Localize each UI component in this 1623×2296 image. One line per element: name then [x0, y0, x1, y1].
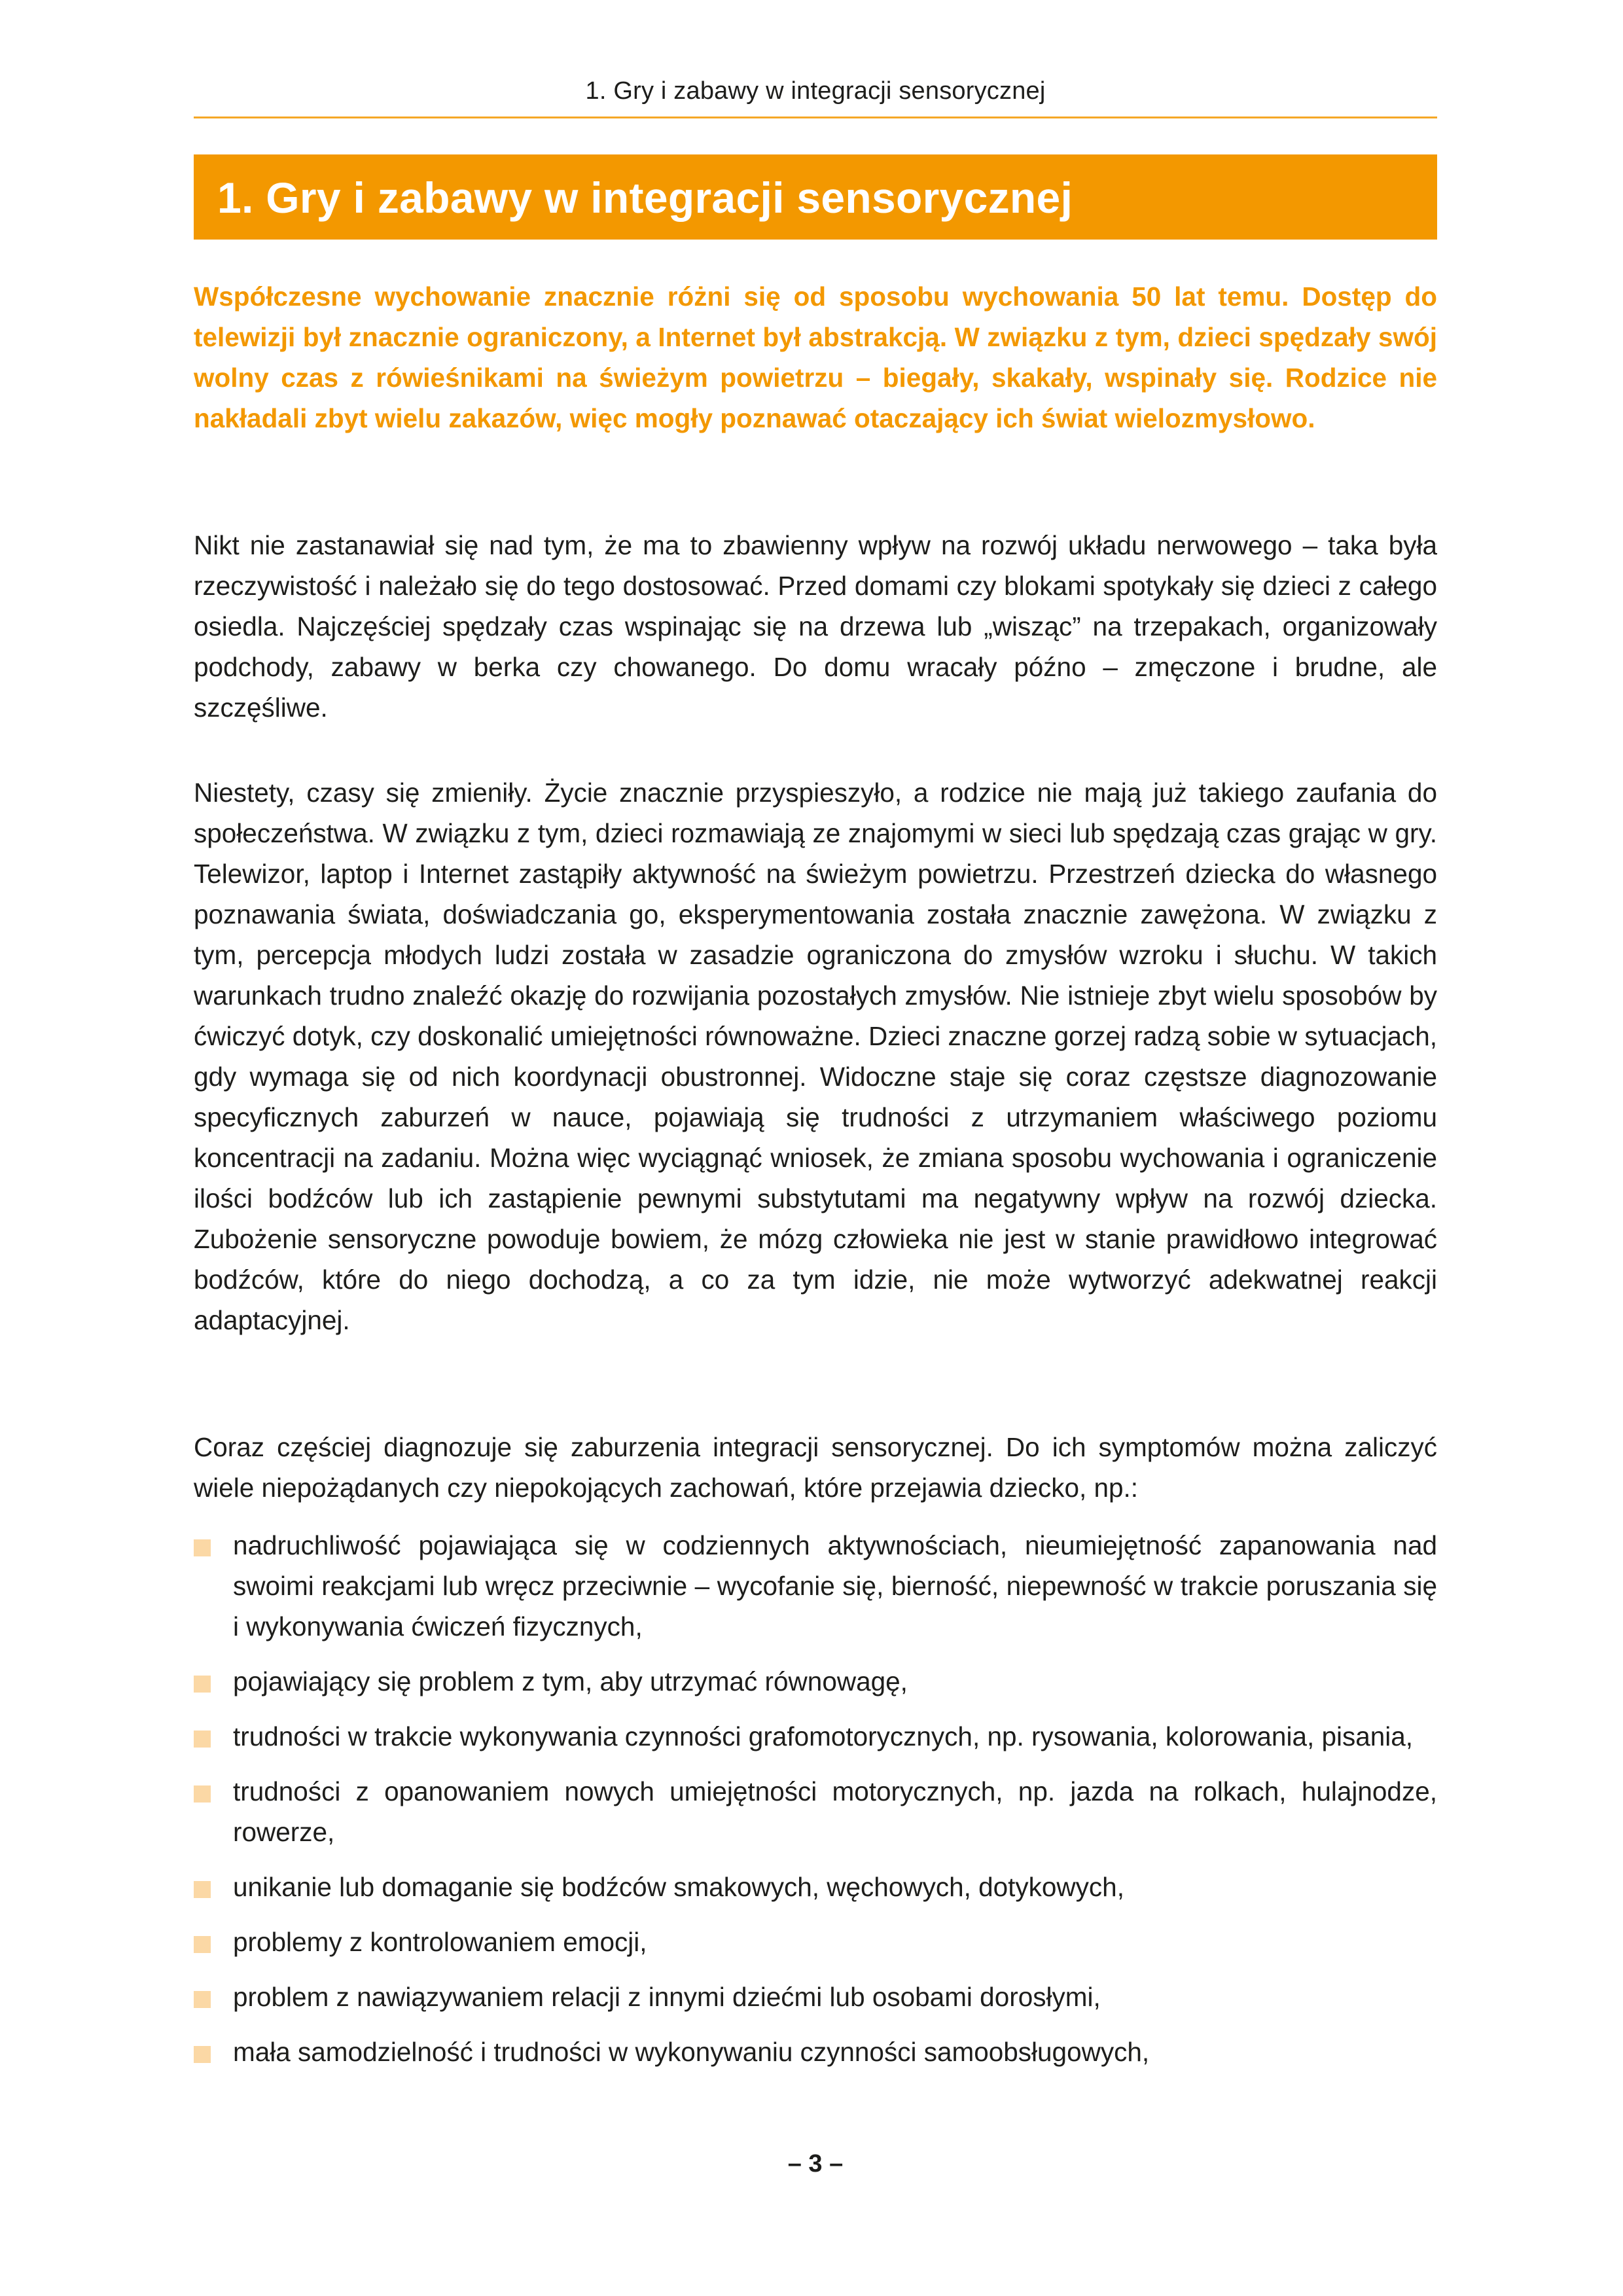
square-bullet-icon — [194, 1676, 211, 1693]
list-item-text: pojawiający się problem z tym, aby utrzymać równowagę, — [233, 1666, 908, 1696]
chapter-title: 1. Gry i zabawy w integracji sensorycznej — [217, 173, 1073, 222]
list-item — [194, 1922, 1437, 1962]
list-item-text: trudności z opanowaniem nowych umiejętności motorycznych, np. jazda na rolkach, hulajnodze, rowerze, — [233, 1776, 1437, 1847]
square-bullet-icon — [194, 2046, 211, 2063]
square-bullet-icon — [194, 1731, 211, 1748]
list-item — [194, 1867, 1437, 1907]
chapter-heading-band — [194, 154, 1437, 240]
header-divider — [194, 117, 1437, 118]
list-item — [194, 1977, 1437, 2017]
body-paragraph-3: Coraz częściej diagnozuje się zaburzenia integracji sensorycznej. Do ich symptomów można zaliczyć wiele niepożądanych czy niepokojących zachowań, które przejawia dziecko, np.: — [194, 1432, 1437, 1503]
body-paragraph-2: Niestety, czasy się zmieniły. Życie znacznie przyspieszyło, a rodzice nie mają już takiego zaufania do społeczeństwa. W związku z tym, dzieci rozmawiają ze znajomymi w sieci lub spędzają czas grając w gry. Telewizor, laptop i Internet zastąpiły aktywność na świeżym powietrzu. Przestrzeń dziecka do własnego poznawania świata, doświadczania go, eksperymentowania została znacznie zawężona. W związku z tym, percepcja młodych ludzi została w zasadzie ograniczona do zmysłów wzroku i słuchu. W takich warunkach trudno znaleźć okazję do rozwijania pozostałych zmysłów. Nie istnieje zbyt wielu sposobów by ćwiczyć dotyk, czy doskonalić umiejętności równoważne. Dzieci znaczne gorzej radzą sobie w sytuacjach, gdy wymaga się od nich koordynacji obustronnej. Widoczne staje się coraz częstsze diagnozowanie specyficznych zaburzeń w nauce, pojawiają się trudności z utrzymaniem właściwego poziomu koncentracji na zadaniu. Można więc wyciągnąć wniosek, że zmiana sposobu wychowania i ograniczenie ilości bodźców lub ich zastąpienie pewnymi substytutami ma negatywny wpływ na rozwój dziecka. Zubożenie sensoryczne powoduje bowiem, że mózg człowieka nie jest w stanie prawidłowo integrować bodźców, które do niego dochodzą, a co za tym idzie, nie może wytworzyć adekwatnej reakcji adaptacyjnej. — [194, 778, 1437, 1335]
list-item-text: trudności w trakcie wykonywania czynności grafomotorycznych, np. rysowania, kolorowania, pisania, — [233, 1721, 1414, 1751]
body-paragraph-1: Nikt nie zastanawiał się nad tym, że ma to zbawienny wpływ na rozwój układu nerwowego – taka była rzeczywistość i należało się do tego dostosować. Przed domami czy blokami spotykały się dzieci z całego osiedla. Najczęściej spędzały czas wspinając się na drzewa lub „wisząc” na trzepakach, organizowały podchody, zabawy w berka czy chowanego. Do domu wracały późno – zmęczone i brudne, ale szczęśliwe. — [194, 530, 1437, 723]
square-bullet-icon — [194, 1936, 211, 1953]
running-header: 1. Gry i zabawy w integracji sensorycznej — [585, 77, 1046, 105]
list-item-text: problem z nawiązywaniem relacji z innymi dziećmi lub osobami dorosłymi, — [233, 1982, 1101, 2012]
intro-paragraph: Współczesne wychowanie znacznie różni się od sposobu wychowania 50 lat temu. Dostęp do telewizji był znacznie ograniczony, a Internet był abstrakcją. W związku z tym, dzieci spędzały swój wolny czas z rówieśnikami na świeżym powietrzu – biegały, skakały, wspinały się. Rodzice nie nakładali zbyt wielu zakazów, więc mogły poznawać otaczający ich świat wielozmysłowo. — [194, 281, 1437, 433]
list-item — [194, 2032, 1437, 2072]
square-bullet-icon — [194, 1991, 211, 2008]
list-item-text: unikanie lub domaganie się bodźców smakowych, węchowych, dotykowych, — [233, 1872, 1124, 1902]
square-bullet-icon — [194, 1881, 211, 1898]
list-item-text: problemy z kontrolowaniem emocji, — [233, 1927, 647, 1957]
list-item — [194, 1771, 1437, 1852]
square-bullet-icon — [194, 1539, 211, 1556]
list-item-text: mała samodzielność i trudności w wykonywaniu czynności samoobsługowych, — [233, 2037, 1150, 2067]
list-item — [194, 1525, 1437, 1647]
page-number: – 3 – — [787, 2150, 844, 2178]
symptoms-list — [194, 1525, 1437, 2087]
square-bullet-icon — [194, 1785, 211, 1803]
list-item — [194, 1716, 1437, 1757]
list-item-text: nadruchliwość pojawiająca się w codziennych aktywnościach, nieumiejętność zapanowania nad swoimi reakcjami lub wręcz przeciwnie – wycofanie się, bierność, niepewność w trakcie poruszania się i wykonywania ćwiczeń fizycznych, — [233, 1530, 1437, 1641]
list-item — [194, 1661, 1437, 1702]
